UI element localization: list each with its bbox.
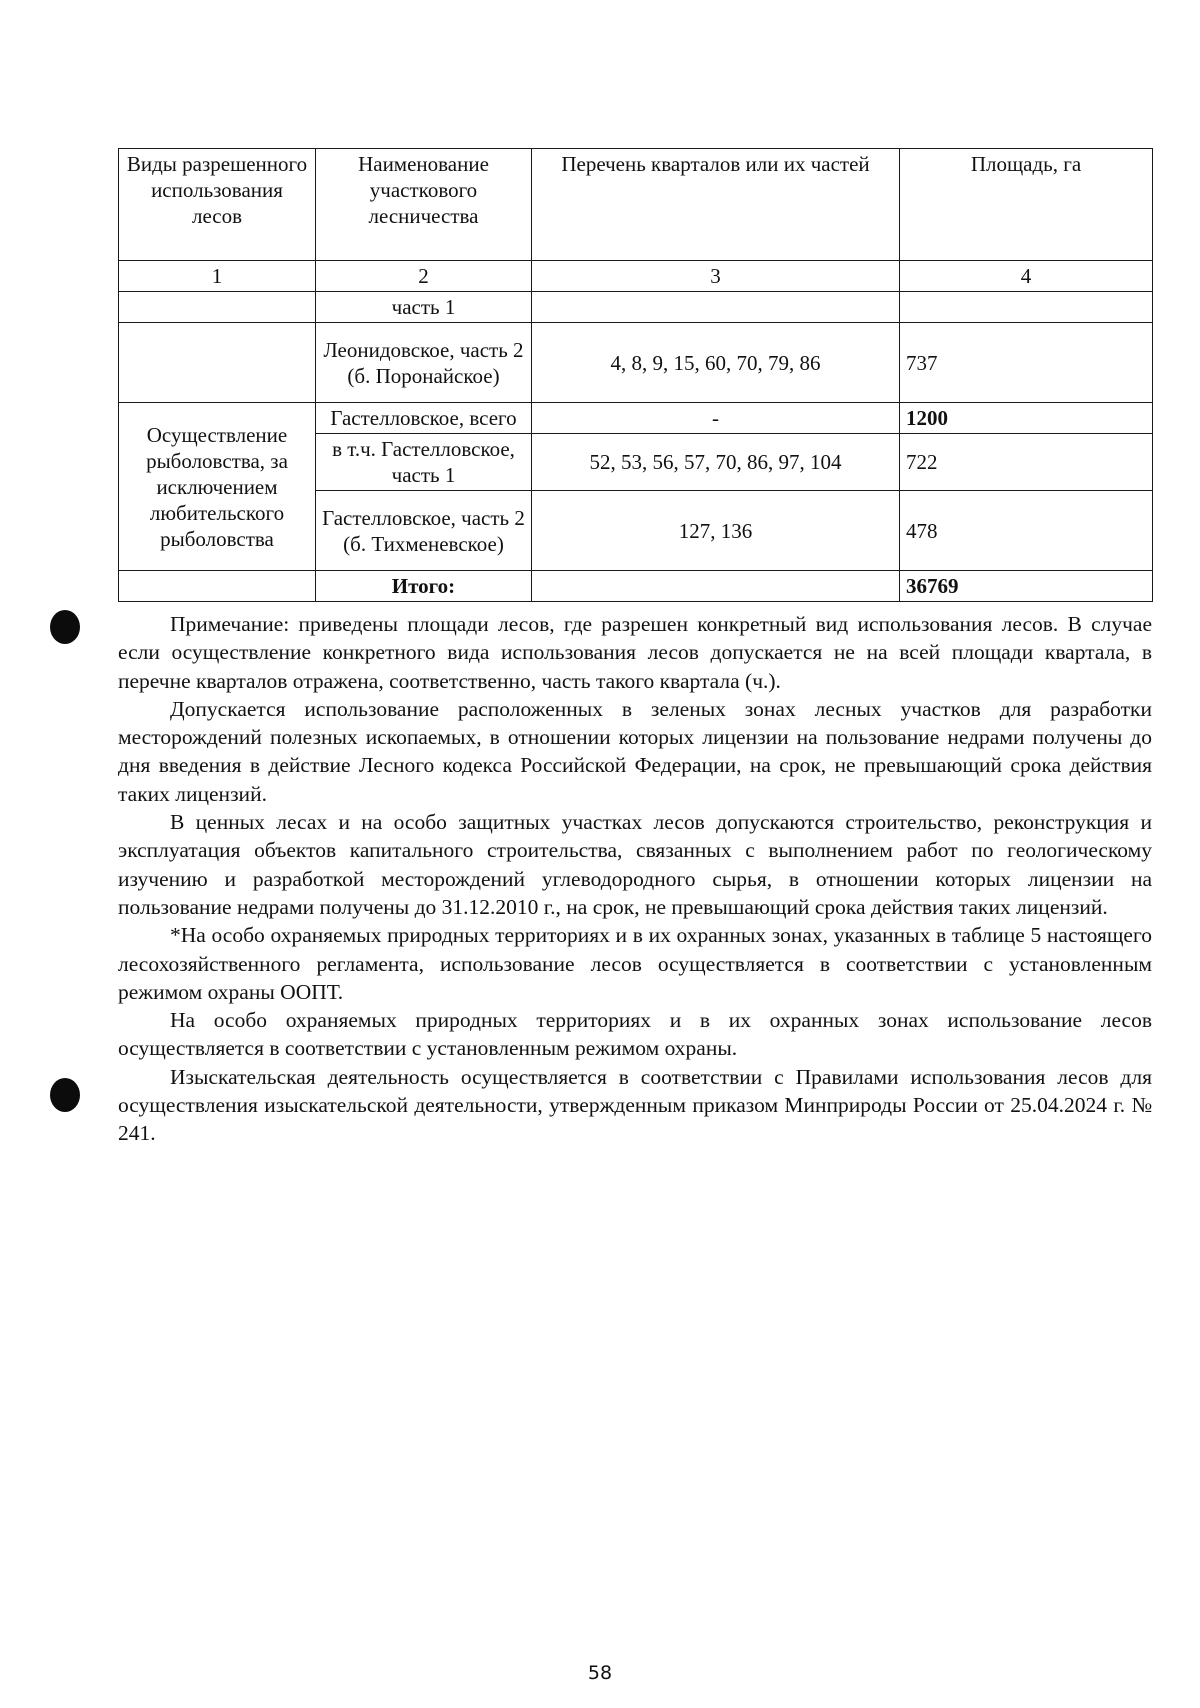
total-label: Итого:: [316, 571, 532, 602]
quarters-cell: -: [532, 403, 900, 434]
paragraph: Допускается использование расположенных в зеленых зонах лесных участков для разработки месторождений полезных ископаемых, в отношении которых лицензии на пользование недрами получены до дня введения в действие Лесного кодекса Российской Федерации, на срок, не превышающий срока действия таких лицензий.: [118, 696, 1152, 806]
quarters-cell: 52, 53, 56, 57, 70, 86, 97, 104: [532, 434, 900, 491]
area-cell: [900, 292, 1153, 323]
column-number: 4: [900, 261, 1153, 292]
table-header-row: [119, 149, 1153, 261]
quarters-cell: 127, 136: [532, 491, 900, 571]
paragraph: На особо охраняемых природных территориях и в их охранных зонах использование лесов осуществляется в соответствии с установленным режимом охраны.: [118, 1008, 1152, 1061]
use-type-cell: [119, 323, 316, 403]
use-type-cell: [119, 292, 316, 323]
forestry-cell: Гастелловское, часть 2 (б. Тихменевское): [316, 491, 532, 571]
punch-hole-mark: [50, 1078, 80, 1112]
column-number-row: [119, 261, 1153, 292]
punch-hole-mark: [50, 610, 80, 644]
paragraph: Изыскательская деятельность осуществляется в соответствии с Правилами использования лесов для осуществления изыскательской деятельности, утвержденным приказом Минприроды России от 25.04.2024 г. № 241.: [118, 1064, 1152, 1146]
quarters-cell: [532, 292, 900, 323]
forestry-cell: в т.ч. Гастелловское, часть 1: [316, 434, 532, 491]
paragraph-note: Примечание: приведены площади лесов, где разрешен конкретный вид использования лесов. В случае если осуществление конкретного вида использования лесов допускается не на всей площади квартала, в перечне кварталов отражена, соответственно, часть такого квартала (ч.).: [118, 612, 1152, 693]
paragraph: *На особо охраняемых природных территориях и в их охранных зонах, указанных в таблице 5 настоящего лесохозяйственного регламента, использование лесов осуществляется в соответствии с установленным режимом охраны ООПТ.: [118, 923, 1152, 1004]
column-number: 1: [119, 261, 316, 292]
body-text: [118, 610, 1152, 1148]
use-type-cell: [119, 571, 316, 602]
header-forestry: Наименование участкового лесничества: [316, 149, 532, 261]
table-row: [119, 323, 1153, 403]
forestry-cell: часть 1: [316, 292, 532, 323]
table-total-row: [119, 571, 1153, 602]
quarters-cell: [532, 571, 900, 602]
column-number: 2: [316, 261, 532, 292]
column-number: 3: [532, 261, 900, 292]
header-area: Площадь, га: [900, 149, 1153, 261]
forest-use-table: [118, 148, 1153, 602]
area-cell: 478: [900, 491, 1153, 571]
table-row: [119, 403, 1153, 434]
total-area: 36769: [900, 571, 1153, 602]
header-use-type: Виды разрешенного использования лесов: [119, 149, 316, 261]
area-cell: 1200: [900, 403, 1153, 434]
use-type-cell: Осуществление рыболовства, за исключением любительского рыболовства: [119, 403, 316, 571]
area-cell: 737: [900, 323, 1153, 403]
header-quarters: Перечень кварталов или их частей: [532, 149, 900, 261]
forestry-cell: Леонидовское, часть 2 (б. Поронайское): [316, 323, 532, 403]
paragraph: В ценных лесах и на особо защитных участках лесов допускаются строительство, реконструкция и эксплуатация объектов капитального строительства, связанных с выполнением работ по геологическому изучению и разработкой месторождений углеводородного сырья, в отношении которых лицензии на пользование недрами получены до 31.12.2010 г., на срок, не превышающий срока действия таких лицензий.: [118, 810, 1152, 919]
forestry-cell: Гастелловское, всего: [316, 403, 532, 434]
page-number: 58: [587, 1662, 613, 1684]
area-cell: 722: [900, 434, 1153, 491]
table-row: [119, 292, 1153, 323]
quarters-cell: 4, 8, 9, 15, 60, 70, 79, 86: [532, 323, 900, 403]
